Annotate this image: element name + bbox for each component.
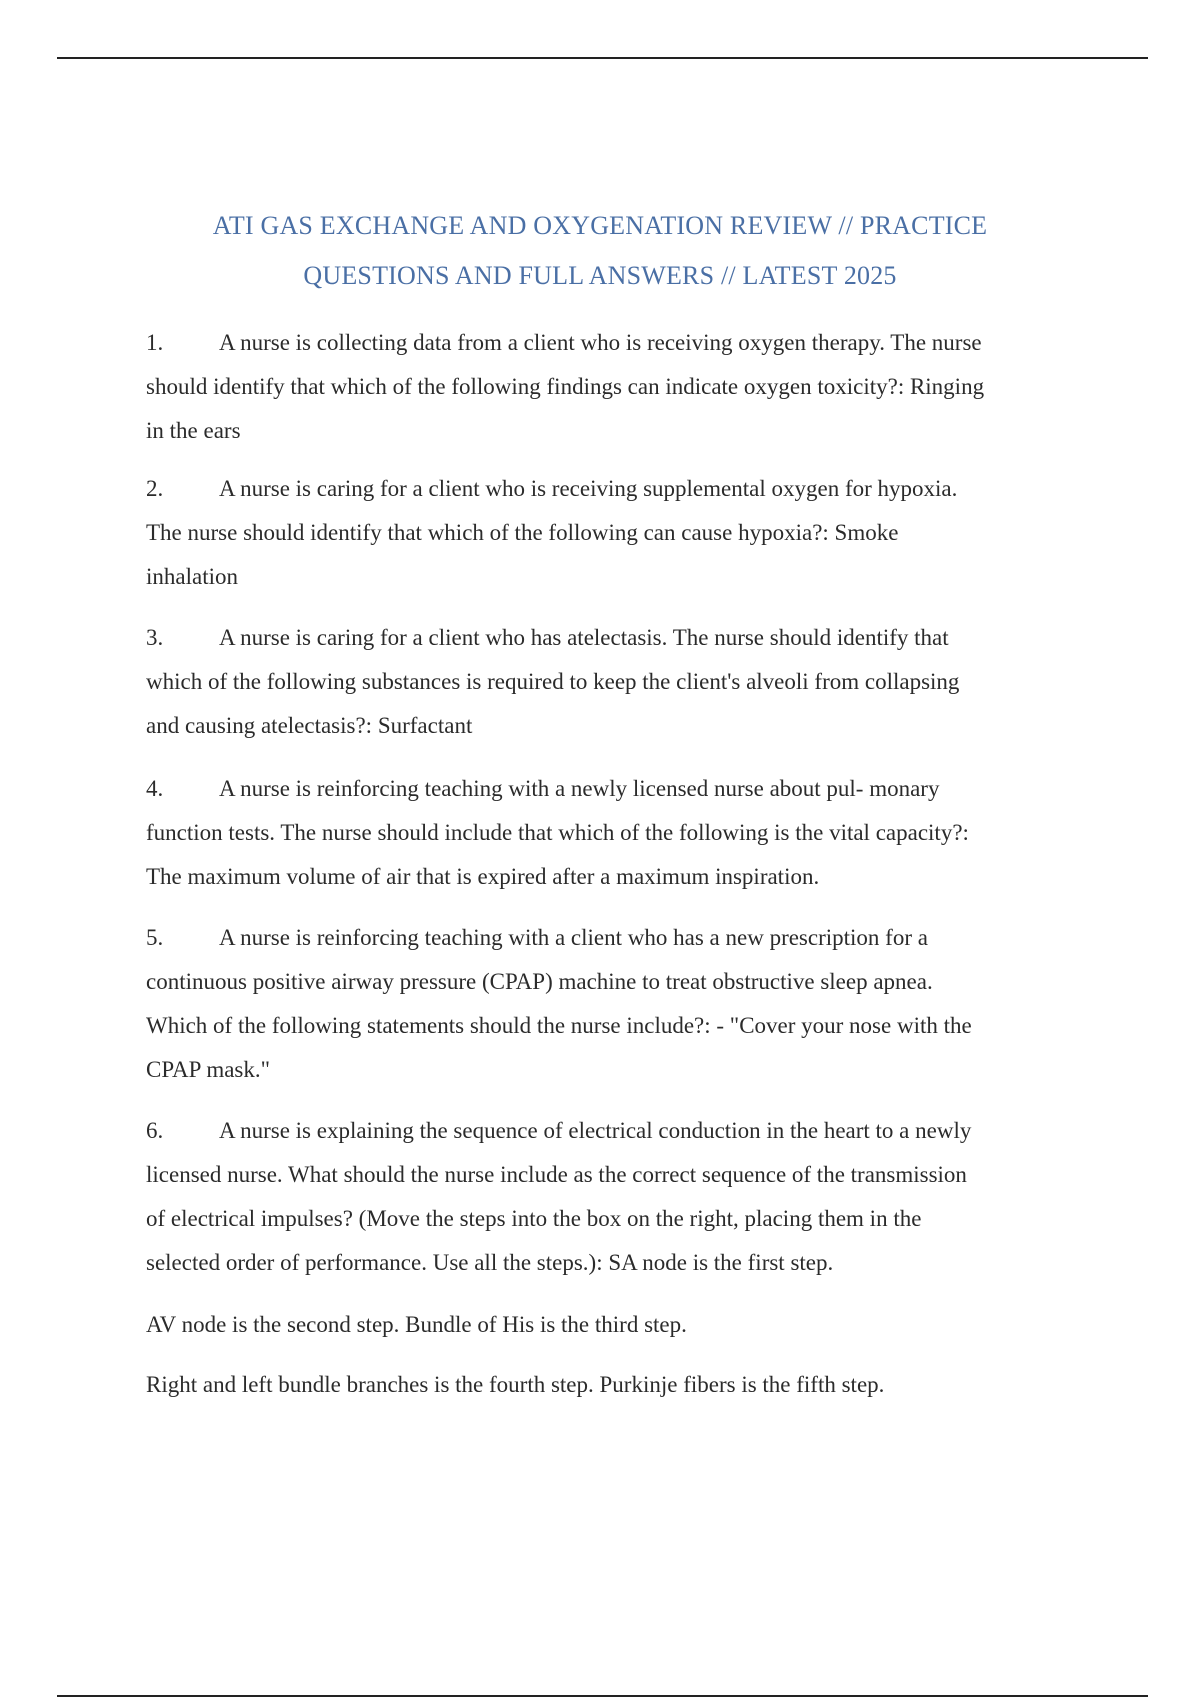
- text-line: and causing atelectasis?: Surfactant: [146, 713, 473, 738]
- question-number: 5.: [146, 925, 164, 950]
- question-item: [146, 321, 1106, 453]
- text-line: [146, 767, 1106, 811]
- question-text: A nurse is reinforcing teaching with a client who has a new prescription for a: [219, 925, 928, 950]
- title-line: QUESTIONS AND FULL ANSWERS // LATEST 2025: [303, 261, 897, 290]
- question-text: A nurse is reinforcing teaching with a newly licensed nurse about pul- monary: [219, 776, 940, 801]
- question-text: A nurse is collecting data from a client who is receiving oxygen therapy. The nurse: [219, 330, 982, 355]
- question-number: 3.: [146, 625, 164, 650]
- document-title: [0, 201, 1200, 301]
- text-line: [146, 1109, 1106, 1153]
- question-text: A nurse is explaining the sequence of electrical conduction in the heart to a newly: [219, 1118, 972, 1143]
- question-number: 2.: [146, 476, 164, 501]
- answer-continuation: [146, 1303, 1106, 1347]
- answer-continuation: [146, 1363, 1106, 1407]
- text-line: [146, 916, 1106, 960]
- top-rule: [57, 57, 1148, 59]
- question-number: 6.: [146, 1118, 164, 1143]
- text-line: selected order of performance. Use all the steps.): SA node is the first step.: [146, 1250, 834, 1275]
- text-line: of electrical impulses? (Move the steps into the box on the right, placing them in the: [146, 1206, 922, 1231]
- text-line: inhalation: [146, 564, 238, 589]
- question-item: [146, 767, 1106, 899]
- text-line: licensed nurse. What should the nurse include as the correct sequence of the transmission: [146, 1162, 967, 1187]
- question-text: A nurse is caring for a client who has atelectasis. The nurse should identify that: [219, 625, 949, 650]
- text-line: in the ears: [146, 418, 241, 443]
- bottom-rule: [57, 1695, 1148, 1697]
- text-line: The nurse should identify that which of the following can cause hypoxia?: Smoke: [146, 520, 899, 545]
- question-item: [146, 616, 1106, 748]
- text-line: should identify that which of the following findings can indicate oxygen toxicity?: Ringing: [146, 374, 985, 399]
- question-item: [146, 1109, 1106, 1285]
- text-line: AV node is the second step. Bundle of His is the third step.: [146, 1312, 687, 1337]
- text-line: CPAP mask.": [146, 1057, 271, 1082]
- text-line: [146, 467, 1106, 511]
- text-line: [146, 321, 1106, 365]
- text-line: Right and left bundle branches is the fourth step. Purkinje fibers is the fifth step.: [146, 1372, 885, 1397]
- text-line: continuous positive airway pressure (CPAP) machine to treat obstructive sleep apnea.: [146, 969, 933, 994]
- question-item: [146, 467, 1106, 599]
- text-line: which of the following substances is required to keep the client's alveoli from collapsing: [146, 669, 960, 694]
- question-number: 4.: [146, 776, 164, 801]
- question-item: [146, 916, 1106, 1092]
- title-line: ATI GAS EXCHANGE AND OXYGENATION REVIEW // PRACTICE: [212, 211, 988, 240]
- text-line: function tests. The nurse should include that which of the following is the vital capacity?:: [146, 820, 969, 845]
- text-line: Which of the following statements should the nurse include?: - "Cover your nose with the: [146, 1013, 972, 1038]
- text-line: The maximum volume of air that is expired after a maximum inspiration.: [146, 864, 820, 889]
- question-text: A nurse is caring for a client who is receiving supplemental oxygen for hypoxia.: [219, 476, 958, 501]
- text-line: [146, 616, 1106, 660]
- question-number: 1.: [146, 330, 164, 355]
